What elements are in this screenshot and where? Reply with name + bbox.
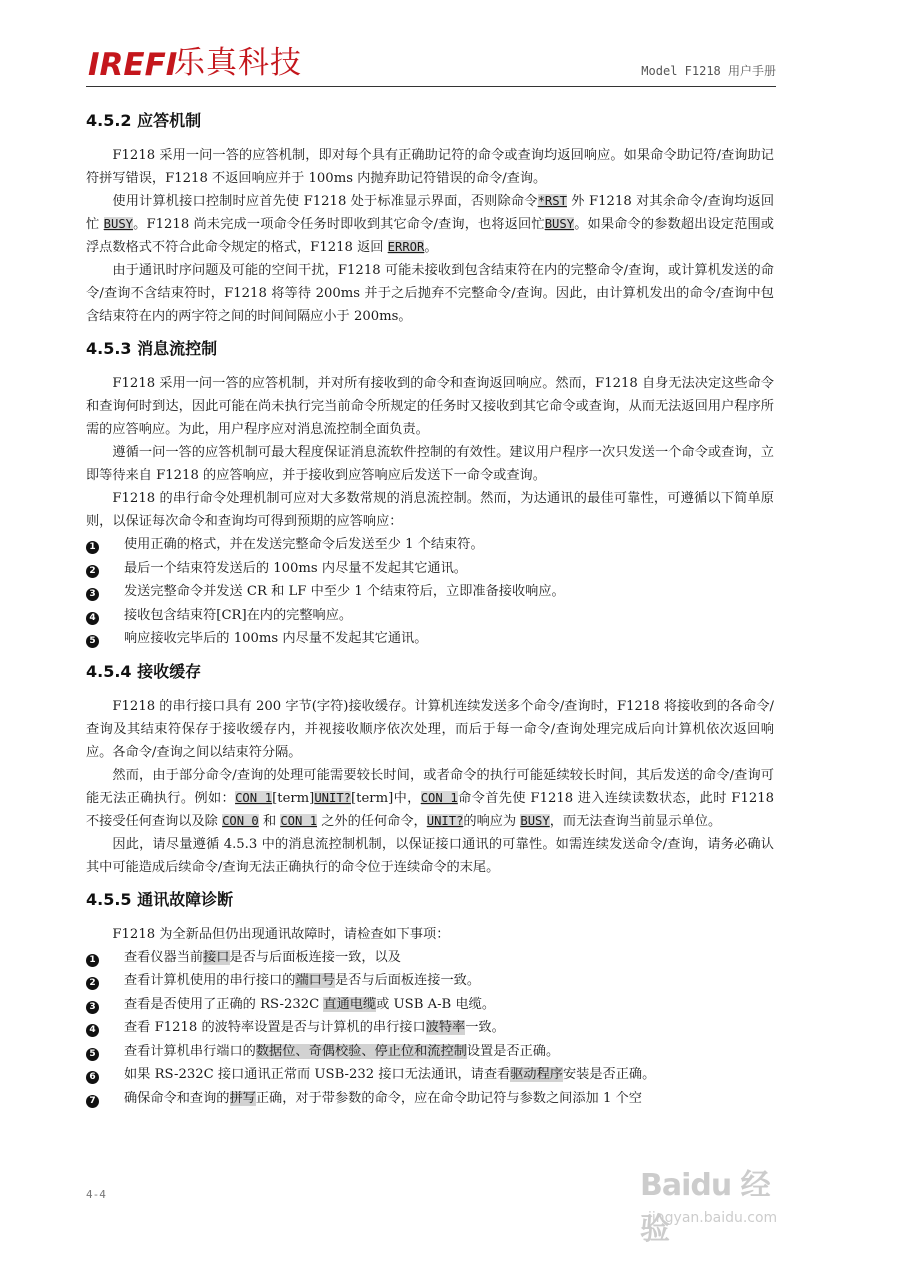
page-header bbox=[86, 40, 776, 90]
svg-text:IREFI: IREFI bbox=[88, 47, 178, 83]
paragraph: F1218 采用一问一答的应答机制，即对每个具有正确助记符的命令或查询均返回响应。如果命令助记符/查询助记符拼写错误，F1218 不返回响应并于 100ms 内抛弃助记符错误的命令/查询。 bbox=[86, 148, 774, 186]
list-item: 1 查看仪器当前接口是否与后面板连接一致，以及 bbox=[86, 946, 774, 970]
number-bullet-icon: 5 bbox=[86, 1048, 99, 1061]
code-con1: CON 1 bbox=[235, 790, 273, 805]
code-busy: BUSY bbox=[103, 217, 134, 231]
number-bullet-icon: 3 bbox=[86, 588, 99, 601]
model-label: Model F1218 用户手册 bbox=[641, 64, 776, 78]
watermark-url: jingyan.baidu.com bbox=[648, 1210, 778, 1226]
paragraph: 因此，请尽量遵循 4.5.3 中的消息流控制机制，以保证接口通讯的可靠性。如需连续发送命令/查询，请务必确认其中可能造成后续命令/查询无法正确执行的命令位于连续命令的末尾。 bbox=[86, 836, 774, 875]
code-rst: *RST bbox=[537, 194, 567, 208]
paragraph: F1218 的串行接口具有 200 字节(字符)接收缓存。计算机连续发送多个命令/查询时，F1218 将接收到的各命令/查询及其结束符保存于接收缓存内，并视接收顺序依次处理，而后于每一命令/查询处理完成后向计算机依次返回响应。各命令/查询之间以结束符分隔。 bbox=[86, 698, 774, 760]
list-item: 3 查看是否使用了正确的 RS-232C 直通电缆或 USB A-B 电缆。 bbox=[86, 993, 774, 1017]
list-item: 2 最后一个结束符发送后的 100ms 内尽量不发起其它通讯。 bbox=[86, 557, 774, 581]
list-item: 6 如果 RS-232C 接口通讯正常而 USB-232 接口无法通讯，请查看驱动程序安装是否正确。 bbox=[86, 1063, 774, 1087]
code-busy: BUSY bbox=[520, 813, 550, 828]
header-rule bbox=[86, 86, 776, 87]
number-bullet-icon: 6 bbox=[86, 1071, 99, 1084]
number-bullet-icon: 2 bbox=[86, 977, 99, 990]
paragraph: 然而，由于部分命令/查询的处理可能需要较长时间，或者命令的执行可能延续较长时间，其后发送的命令/查询可能无法正确执行。例如：CON 1[term]UNIT?[term]中，CON 1命令首先使 F1218 进入连续读数状态，此时 F1218 不接受任何查询以及除 CON 0 和 CON 1 之外的任何命令，UNIT?的响应为 BUSY，而无法查询当前显示单位。 bbox=[86, 767, 775, 829]
diagnosis-list bbox=[86, 946, 774, 1111]
list-item: 5 查看计算机串行端口的数据位、奇偶校验、停止位和流控制设置是否正确。 bbox=[86, 1040, 774, 1064]
number-bullet-icon: 2 bbox=[86, 565, 99, 578]
section-title-4-5-3: 4.5.3 消息流控制 bbox=[86, 339, 218, 358]
number-bullet-icon: 1 bbox=[86, 541, 99, 554]
list-item: 2 查看计算机使用的串行接口的端口号是否与后面板连接一致。 bbox=[86, 969, 774, 993]
number-bullet-icon: 7 bbox=[86, 1095, 99, 1108]
code-busy: BUSY bbox=[544, 217, 575, 231]
page-content bbox=[86, 108, 774, 1110]
baidu-logo: Baidu 经验 bbox=[640, 1168, 770, 1247]
paragraph: 由于通讯时序问题及可能的空间干扰，F1218 可能未接收到包含结束符在内的完整命令/查询，或计算机发送的命令/查询不含结束符时，F1218 将等待 200ms 并于之后抛弃不完整命令/查询。因此，由计算机发出的命令/查询中包含结束符在内的两字符之间的时间间隔应小于 200ms。 bbox=[86, 263, 774, 324]
list-item: 4 查看 F1218 的波特率设置是否与计算机的串行接口波特率一致。 bbox=[86, 1016, 774, 1040]
baidu-watermark bbox=[640, 1160, 790, 1247]
list-item: 5 响应接收完毕后的 100ms 内尽量不发起其它通讯。 bbox=[86, 627, 774, 651]
irefi-logo bbox=[86, 46, 178, 83]
brand-name: 乐真科技 bbox=[174, 45, 302, 81]
page-number: 4-4 bbox=[86, 1188, 106, 1201]
number-bullet-icon: 3 bbox=[86, 1001, 99, 1014]
paragraph: 使用计算机接口控制时应首先使 F1218 处于标准显示界面，否则除命令*RST 外 F1218 对其余命令/查询均返回忙 BUSY。F1218 尚未完成一项命令任务时即收到其它命令/查询，也将返回忙BUSY。如果命令的参数超出设定范围或浮点数格式不符合此命令规定的格式，F1218 返回 ERROR。 bbox=[86, 194, 775, 255]
paragraph: F1218 采用一问一答的应答机制，并对所有接收到的命令和查询返回响应。然而，F1218 自身无法决定这些命令和查询何时到达，因此可能在尚未执行完当前命令所规定的任务时又接收到其它命令或查询，从而无法返回用户程序所需的应答响应。为此，用户程序应对消息流控制全面负责。 bbox=[86, 376, 774, 437]
section-title-4-5-2: 4.5.2 应答机制 bbox=[86, 111, 202, 130]
paragraph: F1218 为全新品但仍出现通讯故障时，请检查如下事项： bbox=[112, 926, 450, 942]
code-con1: CON 1 bbox=[280, 813, 318, 828]
section-title-4-5-5: 4.5.5 通讯故障诊断 bbox=[86, 889, 234, 909]
list-item: 3 发送完整命令并发送 CR 和 LF 中至少 1 个结束符后，立即准备接收响应。 bbox=[86, 580, 774, 604]
paragraph: 遵循一问一答的应答机制可最大程度保证消息流软件控制的有效性。建议用户程序一次只发送一个命令或查询，立即等待来自 F1218 的应答响应，并于接收到应答响应后发送下一命令或查询。 bbox=[86, 445, 774, 483]
number-bullet-icon: 1 bbox=[86, 954, 99, 967]
list-item: 7 确保命令和查询的拼写正确，对于带参数的命令，应在命令助记符与参数之间添加 1 个空 bbox=[86, 1087, 774, 1111]
list-item: 4 接收包含结束符[CR]在内的完整响应。 bbox=[86, 604, 774, 628]
code-con1: CON 1 bbox=[420, 790, 458, 805]
rules-list bbox=[86, 533, 774, 651]
code-unit: UNIT? bbox=[314, 790, 352, 805]
list-item: 1 使用正确的格式，并在发送完整命令后发送至少 1 个结束符。 bbox=[86, 533, 774, 557]
code-con0: CON 0 bbox=[222, 813, 259, 828]
paragraph: F1218 的串行命令处理机制可应对大多数常规的消息流控制。然而，为达通讯的最佳可靠性，可遵循以下简单原则，以保证每次命令和查询均可得到预期的应答响应： bbox=[86, 491, 774, 529]
number-bullet-icon: 4 bbox=[86, 1024, 99, 1037]
number-bullet-icon: 4 bbox=[86, 612, 99, 625]
number-bullet-icon: 5 bbox=[86, 635, 99, 648]
code-error: ERROR bbox=[387, 240, 425, 254]
section-title-4-5-4: 4.5.4 接收缓存 bbox=[86, 661, 202, 681]
code-unit: UNIT? bbox=[426, 813, 464, 828]
